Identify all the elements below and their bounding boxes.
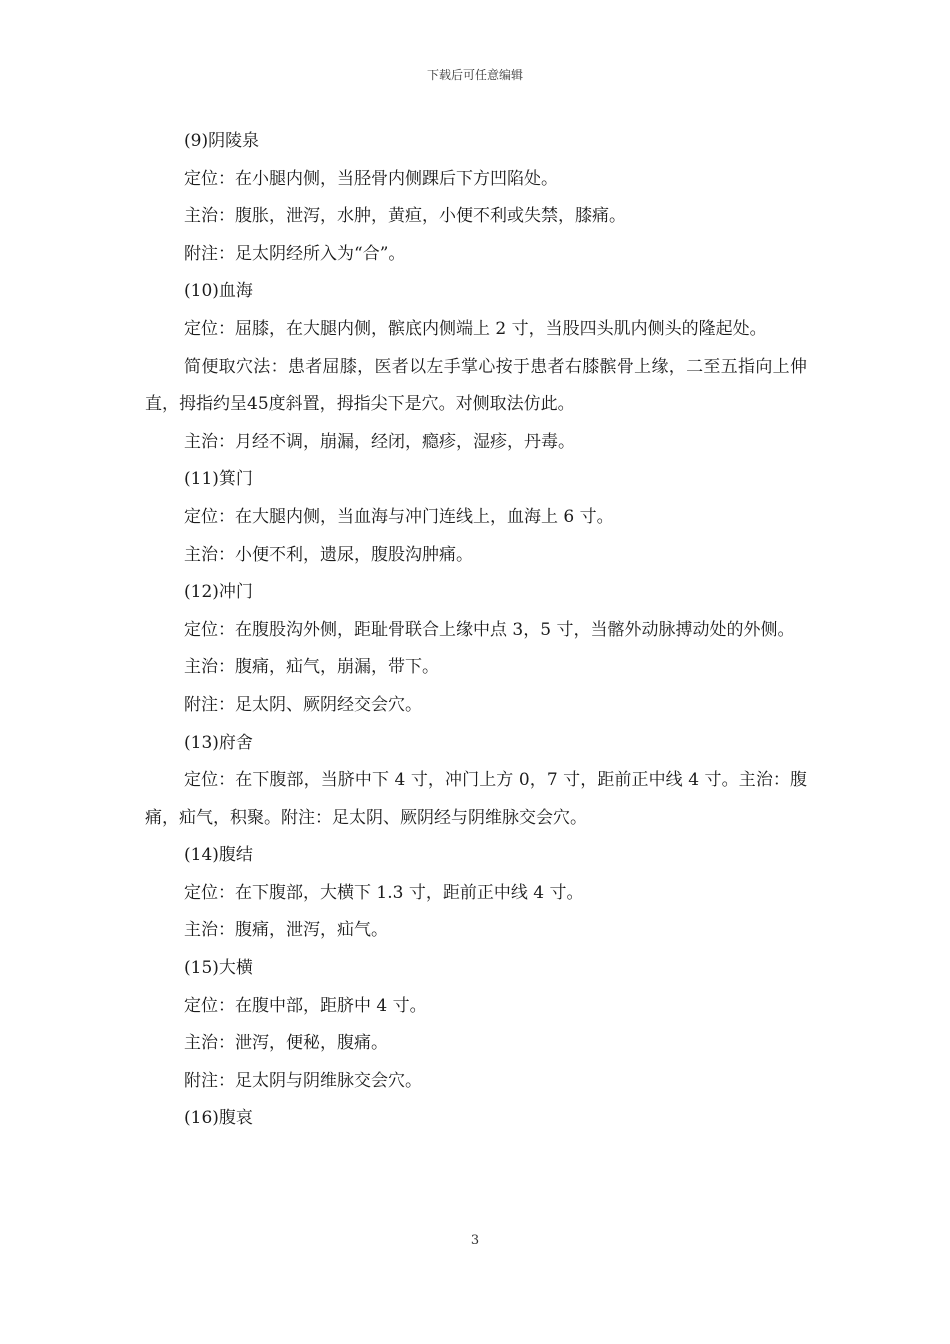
- page-header: 下载后可任意编辑: [426, 68, 523, 82]
- note-paragraph: 附注：足太阴经所入为“合”。: [184, 243, 406, 264]
- acupoint-heading-yinlingquan: (9)阴陵泉: [184, 131, 260, 151]
- document-body: [145, 123, 807, 1138]
- indication-paragraph: 主治：小便不利，遗尿，腹股沟肿痛。: [184, 544, 473, 565]
- acupoint-heading-fujie: (14)腹结: [184, 845, 253, 866]
- location-paragraph: 定位：在腹中部，距脐中 4 寸。: [184, 995, 427, 1016]
- method-paragraph: 简便取穴法：患者屈膝，医者以左手掌心按于患者右膝髌骨上缘，二至五指向上伸直，拇指约呈45度斜置，拇指尖下是穴。对侧取法仿此。: [145, 356, 807, 415]
- acupoint-heading-xuehai: (10)血海: [184, 281, 253, 302]
- acupoint-heading-chongmen: (12)冲门: [184, 582, 253, 603]
- page-number: 3: [470, 1233, 480, 1248]
- acupoint-heading-jimen: (11)箕门: [184, 469, 253, 490]
- indication-paragraph: 主治：腹痛，疝气，崩漏，带下。: [184, 657, 439, 678]
- indication-paragraph: 主治：月经不调，崩漏，经闭，瘾疹，湿疹，丹毒。: [184, 431, 575, 452]
- indication-paragraph: 主治：腹胀，泄泻，水肿，黄疸，小便不利或失禁，膝痛。: [184, 206, 626, 227]
- note-paragraph: 附注：足太阴与阴维脉交会穴。: [184, 1070, 422, 1091]
- location-paragraph: 定位：在下腹部，大横下 1.3 寸，距前正中线 4 寸。: [184, 882, 584, 903]
- location-paragraph: 定位：在下腹部，当脐中下 4 寸，冲门上方 0，7 寸，距前正中线 4 寸。主治：腹痛，疝气，积聚。附注：足太阴、厥阴经与阴维脉交会穴。: [145, 770, 807, 828]
- location-paragraph: 定位：在大腿内侧，当血海与冲门连线上，血海上 6 寸。: [184, 506, 614, 527]
- note-paragraph: 附注：足太阴、厥阴经交会穴。: [184, 694, 422, 715]
- indication-paragraph: 主治：泄泻，便秘，腹痛。: [184, 1033, 388, 1054]
- acupoint-heading-daheng: (15)大横: [184, 958, 253, 979]
- acupoint-heading-fuai: (16)腹哀: [184, 1108, 253, 1129]
- indication-paragraph: 主治：腹痛，泄泻，疝气。: [184, 920, 388, 941]
- location-paragraph: 定位：屈膝，在大腿内侧，髌底内侧端上 2 寸，当股四头肌内侧头的隆起处。: [184, 318, 767, 339]
- location-paragraph: 定位：在腹股沟外侧，距耻骨联合上缘中点 3，5 寸，当髂外动脉搏动处的外侧。: [184, 619, 795, 640]
- location-paragraph: 定位：在小腿内侧，当胫骨内侧踝后下方凹陷处。: [184, 168, 558, 189]
- acupoint-heading-fushe: (13)府舍: [184, 732, 253, 753]
